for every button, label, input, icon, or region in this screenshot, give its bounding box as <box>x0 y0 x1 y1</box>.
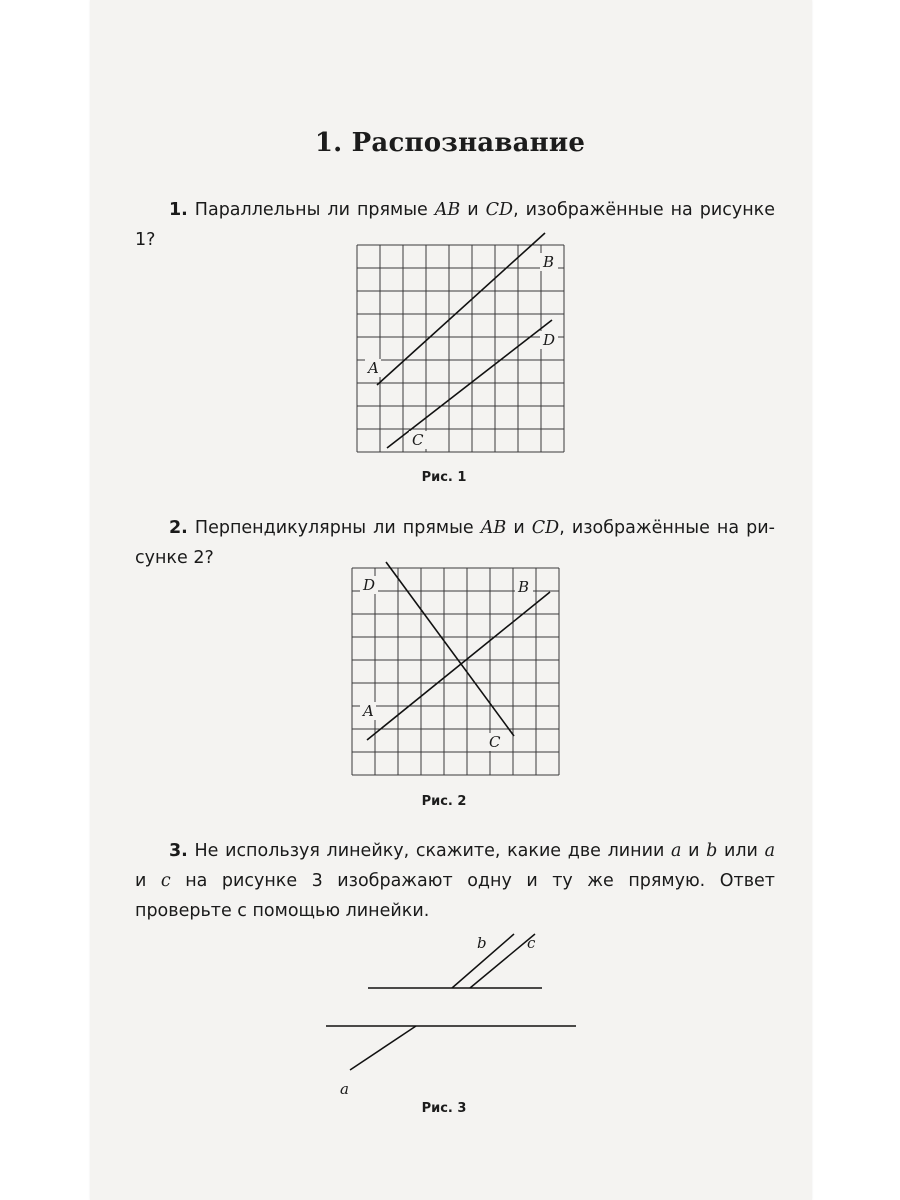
problem-text: или <box>717 841 765 861</box>
problem-text: на рисунке 3 изображают одну и ту же прямую. Ответ проверьте с помощью линейки. <box>135 871 776 921</box>
line-a-label: a <box>340 1080 349 1098</box>
problem-text: и <box>506 518 532 538</box>
figure-3 <box>320 920 580 1100</box>
segment-name: AB <box>480 518 507 538</box>
point-c-label: C <box>489 733 501 751</box>
line-ab <box>377 233 545 385</box>
point-c-label: C <box>412 431 424 449</box>
figure-2-caption: Рис. 2 <box>421 794 467 809</box>
problem-number: 2. <box>169 518 188 538</box>
line-name: a <box>764 841 775 861</box>
problem-number: 3. <box>169 841 188 861</box>
point-b-label: B <box>543 253 555 271</box>
problem-2 <box>135 513 775 573</box>
figure-2-grid <box>352 568 562 778</box>
problem-text: Параллельны ли прямые <box>187 200 435 220</box>
line-name: a <box>670 841 682 861</box>
line-a <box>350 1026 416 1070</box>
line-name: c <box>160 871 171 891</box>
problem-text: , изображённые на рисунке 1? <box>135 200 775 250</box>
grid-lines <box>357 245 564 452</box>
line-b-label: b <box>477 934 487 952</box>
line-c-label: c <box>527 934 536 952</box>
figure-1-grid <box>357 245 567 455</box>
point-d-label: D <box>363 576 376 594</box>
grid-lines <box>352 568 559 775</box>
problem-text: , изображённые на рисунке 2? <box>135 518 775 568</box>
problem-text: Не используя линейку, скажите, какие две линии <box>187 841 671 861</box>
point-a-label: A <box>363 702 374 720</box>
segment-name: CD <box>531 518 560 538</box>
problem-text: Перпендикулярны ли прямые <box>187 518 481 538</box>
problem-text: и <box>135 871 161 891</box>
point-d-label: D <box>543 331 556 349</box>
point-a-label: A <box>368 359 379 377</box>
point-b-label: B <box>518 578 530 596</box>
problem-text: и <box>460 200 486 220</box>
problem-3 <box>135 836 775 926</box>
line-name: b <box>706 841 718 861</box>
segment-name: AB <box>434 200 461 220</box>
section-title: 1. Распознавание <box>314 128 586 158</box>
figure-3-caption: Рис. 3 <box>421 1101 467 1116</box>
figure-1-caption: Рис. 1 <box>421 470 467 485</box>
problem-text: и <box>681 841 707 861</box>
problem-number: 1. <box>169 200 188 220</box>
segment-name: CD <box>485 200 514 220</box>
